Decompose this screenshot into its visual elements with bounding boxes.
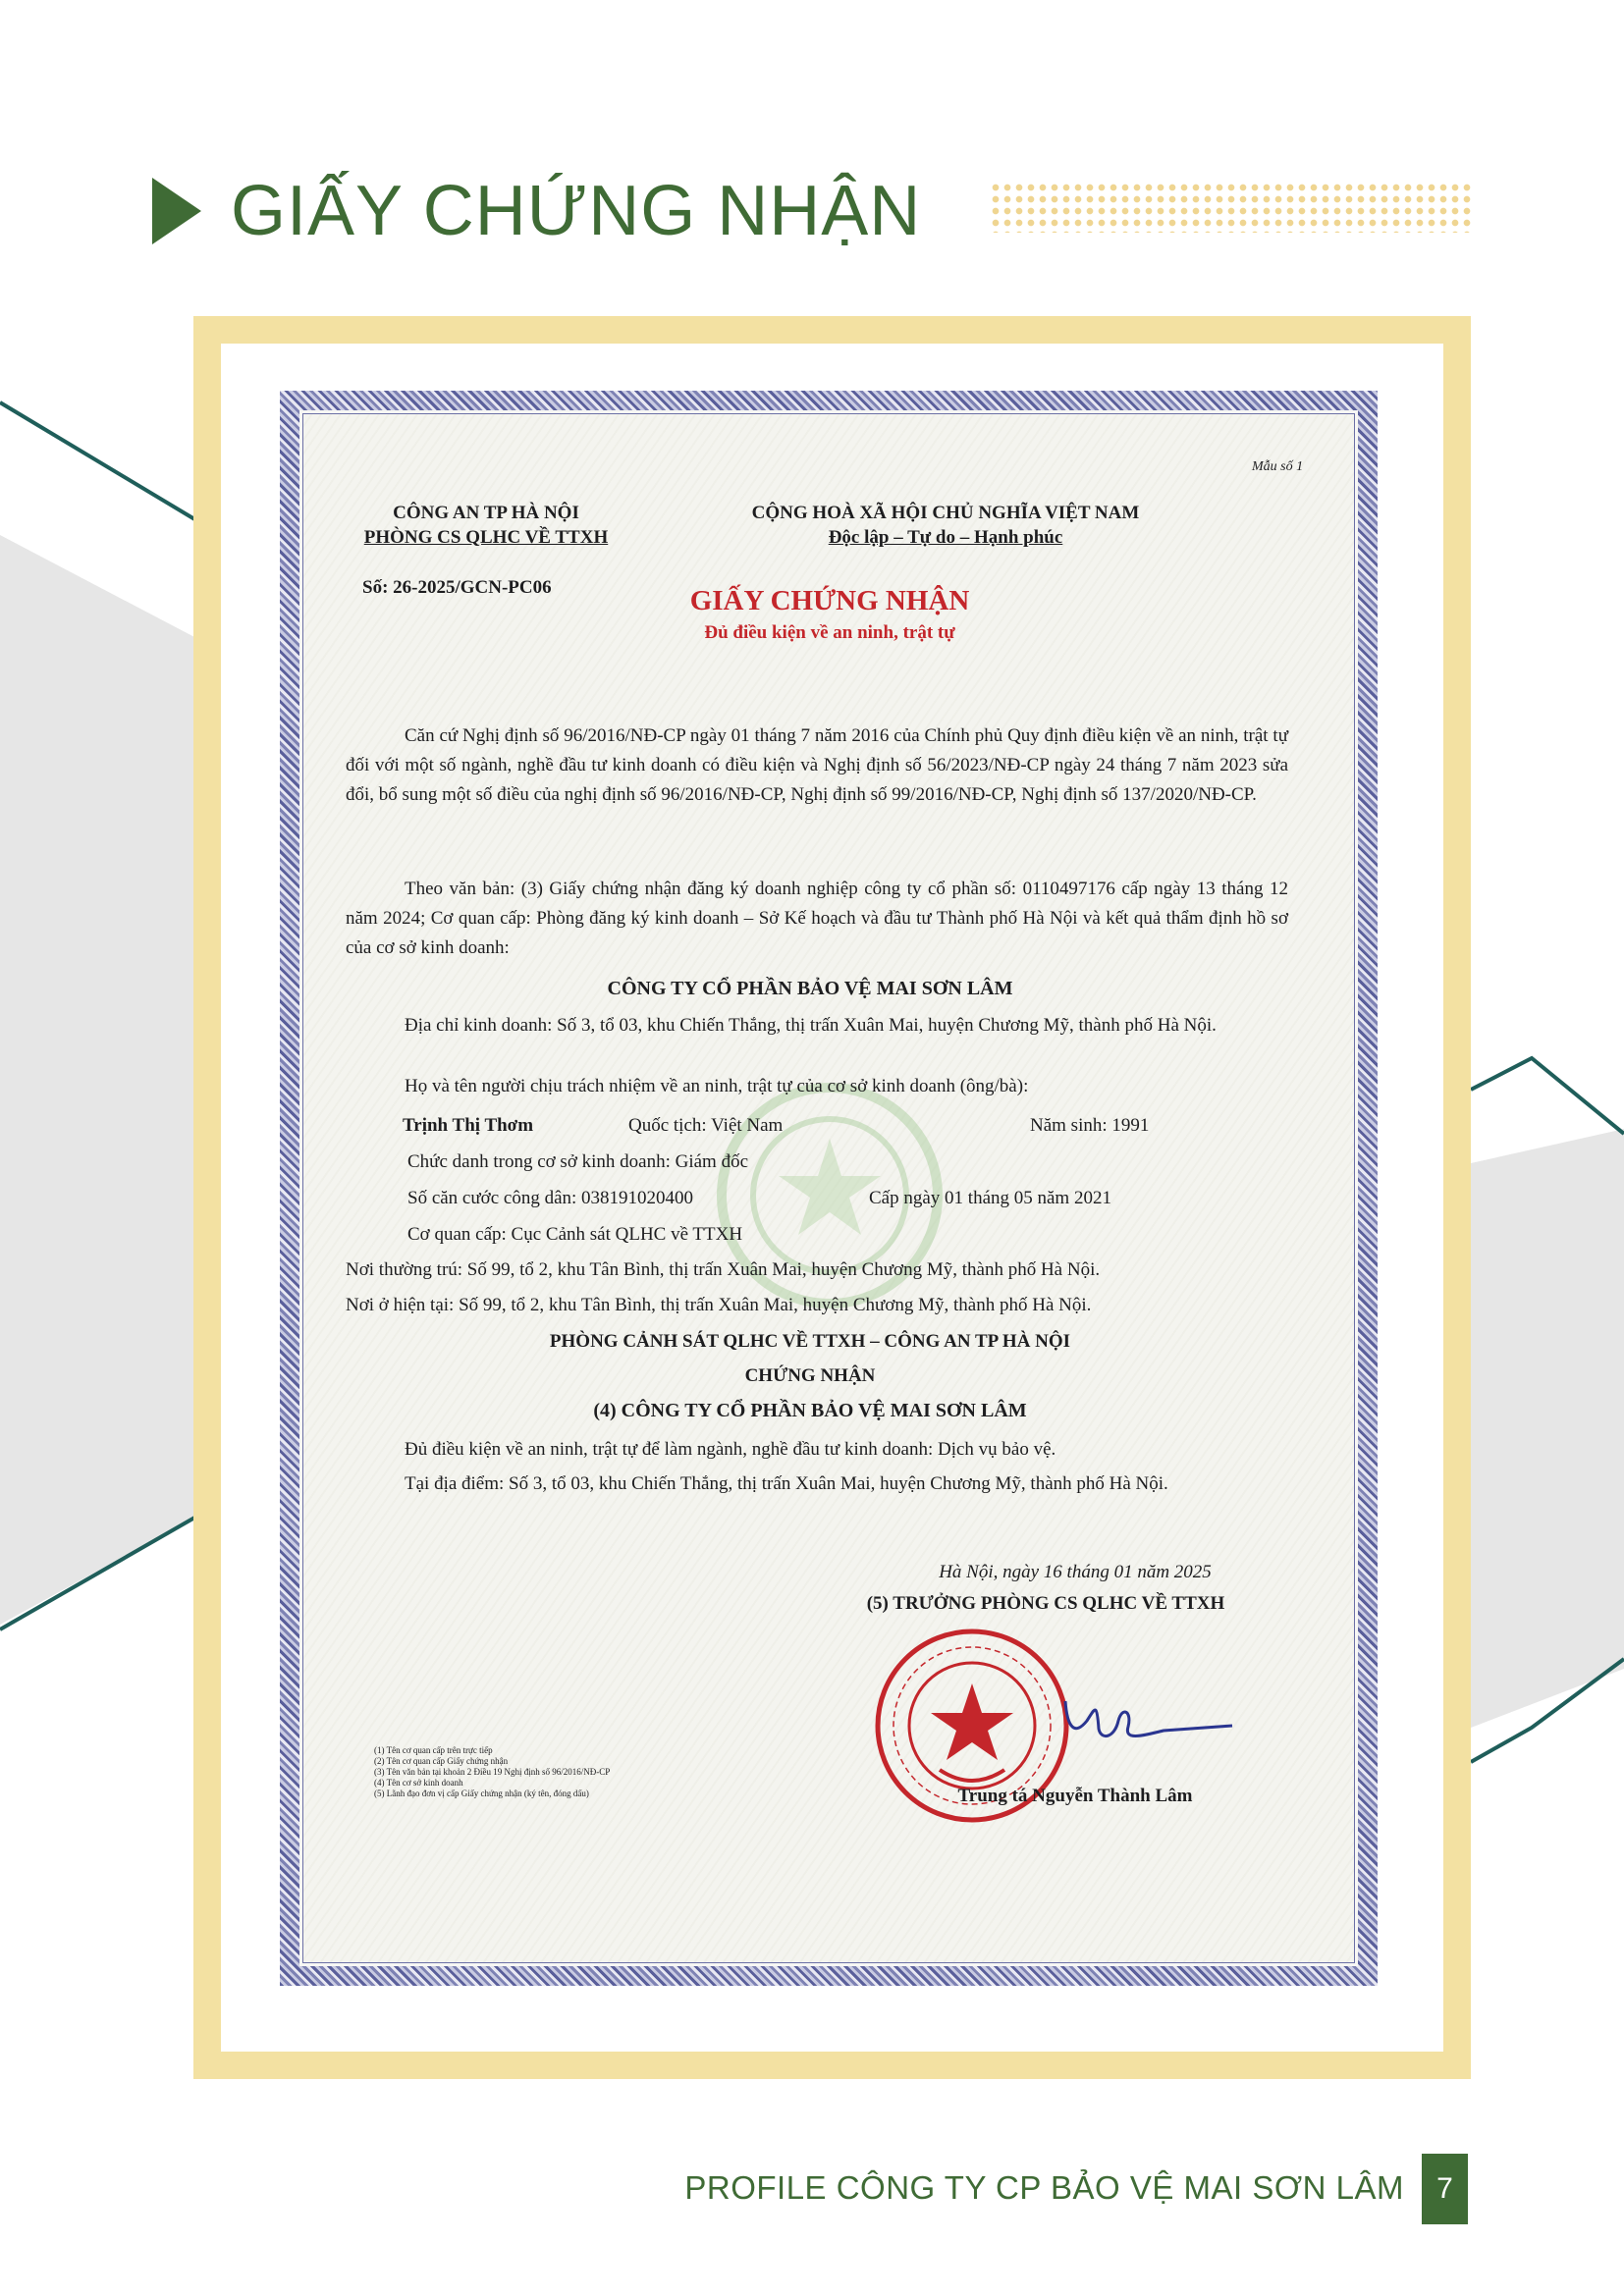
responsible-person-intro: Họ và tên người chịu trách nhiệm về an ninh, trật tự của cơ sở kinh doanh (ông/bà): (405, 1076, 1029, 1096)
decor-teal-line-left (0, 402, 196, 520)
person-name: Trịnh Thị Thơm (403, 1115, 534, 1136)
id-issuer: Cơ quan cấp: Cục Cảnh sát QLHC về TTXH (407, 1224, 743, 1245)
page-number: 7 (1422, 2154, 1468, 2224)
certificate-title: GIẤY CHỨNG NHẬN (689, 585, 970, 616)
position: Chức danh trong cơ sở kinh doanh: Giám đốc (407, 1151, 749, 1172)
page-header (152, 157, 921, 265)
star-icon (931, 1683, 1013, 1760)
signer-name: Trung tá Nguyễn Thành Lâm (957, 1786, 1193, 1806)
decor-teal-line-right (1471, 1058, 1624, 1134)
certified-company: (4) CÔNG TY CỔ PHẦN BẢO VỆ MAI SƠN LÂM (593, 1400, 1027, 1421)
id-number: Số căn cước công dân: 038191020400 (407, 1188, 694, 1208)
certifies-heading: CHỨNG NHẬN (744, 1365, 876, 1386)
footnotes: (1) Tên cơ quan cấp trên trực tiếp (2) Tên cơ quan cấp Giấy chứng nhận (3) Tên văn bản tại khoản 2 Điều 19 Nghị định số 96/2016/NĐ-CP (4) Tên cơ sở kinh doanh (5) Lãnh đạo đơn vị cấp Giấy chứng nhận (ký tên, đóng dấu) (374, 1745, 611, 1798)
decor-grey-shape-right (1471, 1129, 1624, 1728)
business-condition: Đủ điều kiện về an ninh, trật tự để làm ngành, nghề đầu tư kinh doanh: Dịch vụ bảo vệ. (405, 1439, 1056, 1460)
form-number: Mẫu số 1 (1252, 459, 1304, 474)
agency-line-2: PHÒNG CS QLHC VỀ TTXH (363, 527, 609, 548)
certificate-subtitle: Đủ điều kiện về an ninh, trật tự (704, 622, 955, 643)
play-arrow-icon (152, 178, 201, 244)
certificate-number: Số: 26-2025/GCN-PC06 (362, 577, 552, 598)
id-issue-date: Cấp ngày 01 tháng 05 năm 2021 (869, 1188, 1111, 1208)
dot-pattern-decor (990, 182, 1471, 233)
business-address: Địa chỉ kinh doanh: Số 3, tổ 03, khu Chiến Thắng, thị trấn Xuân Mai, huyện Chương Mỹ, thành phố Hà Nội. (405, 1015, 1217, 1036)
motto: Độc lập – Tự do – Hạnh phúc (828, 527, 1063, 548)
reference-document-paragraph: Theo văn bản: (3) Giấy chứng nhận đăng ký doanh nghiệp công ty cổ phần số: 0110497176 cấp ngày 13 tháng 12 năm 2024; Cơ quan cấp: Phòng đăng ký kinh doanh – Sở Kế hoạch và đầu tư Thành phố Hà Nội và kết quả thẩm định hồ sơ của cơ sở kinh doanh: (346, 879, 1288, 958)
legal-basis-paragraph: Căn cứ Nghị định số 96/2016/NĐ-CP ngày 01 tháng 7 năm 2016 của Chính phủ Quy định điều kiện về an ninh, trật tự đối với một số ngành, nghề đầu tư kinh doanh có điều kiện và Nghị định số 56/2023/NĐ-CP ngày 24 tháng 7 năm 2023 sửa đổi, bổ sung một số điều của nghị định số 96/2016/NĐ-CP, Nghị định số 99/2016/NĐ-CP, Nghị định số 137/2020/NĐ-CP. (346, 725, 1288, 805)
business-location: Tại địa điểm: Số 3, tổ 03, khu Chiến Thắng, thị trấn Xuân Mai, huyện Chương Mỹ, thành phố Hà Nội. (405, 1473, 1168, 1494)
issuing-agency (339, 501, 633, 550)
issue-date: Hà Nội, ngày 16 tháng 01 năm 2025 (939, 1562, 1212, 1582)
footer-company-profile: PROFILE CÔNG TY CP BẢO VỆ MAI SƠN LÂM (684, 2169, 1404, 2206)
company-name: CÔNG TY CỔ PHẦN BẢO VỆ MAI SƠN LÂM (607, 978, 1013, 999)
issuing-department: PHÒNG CẢNH SÁT QLHC VỀ TTXH – CÔNG AN TP HÀ NỘI (549, 1331, 1071, 1352)
permanent-residence: Nơi thường trú: Số 99, tổ 2, khu Tân Bình, thị trấn Xuân Mai, huyện Chương Mỹ, thành phố Hà Nội. (346, 1259, 1101, 1280)
page-title: GIẤY CHỨNG NHẬN (231, 172, 922, 250)
certificate-scan (280, 391, 1378, 1986)
handwritten-signature (1046, 1682, 1242, 1760)
agency-line-1: CÔNG AN TP HÀ NỘI (393, 503, 579, 523)
national-motto (671, 501, 1220, 550)
nationality: Quốc tịch: Việt Nam (628, 1115, 784, 1136)
current-residence: Nơi ở hiện tại: Số 99, tổ 2, khu Tân Bình, thị trấn Xuân Mai, huyện Chương Mỹ, thành phố Hà Nội. (346, 1295, 1092, 1315)
chief-title: (5) TRƯỞNG PHÒNG CS QLHC VỀ TTXH (866, 1593, 1225, 1614)
country-name: CỘNG HOÀ XÃ HỘI CHỦ NGHĨA VIỆT NAM (751, 503, 1140, 523)
decor-grey-shape-left (0, 535, 196, 1625)
birth-year: Năm sinh: 1991 (1030, 1115, 1150, 1136)
